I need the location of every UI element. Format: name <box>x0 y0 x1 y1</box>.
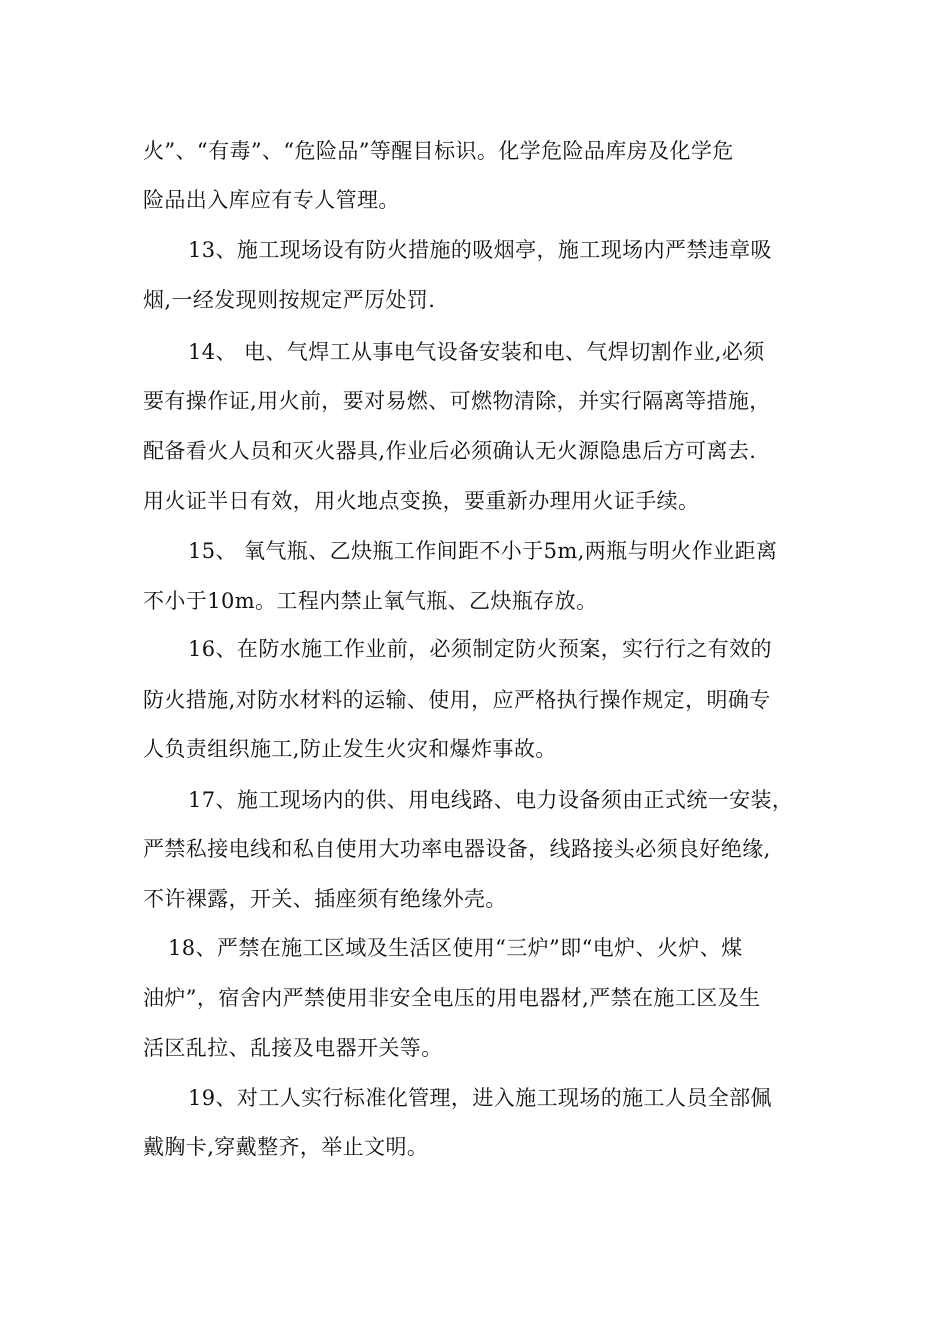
text-line: 要有操作证,用火前，要对易燃、可燃物清除，并实行隔离等措施， <box>143 389 771 413</box>
text-line: 严禁私接电线和私自使用大功率电器设备，线路接头必须良好绝缘, <box>143 837 771 861</box>
paragraph-18-line: 18、严禁在施工区域及生活区使用“三炉”即“电炉、火炉、煤 <box>168 936 743 960</box>
text-line: 活区乱拉、乱接及电器开关等。 <box>143 1036 443 1060</box>
text-line: 配备看火人员和灭火器具,作业后必须确认无火源隐患后方可离去. <box>143 439 757 463</box>
text-line: 人负责组织施工,防止发生火灾和爆炸事故。 <box>143 737 557 761</box>
paragraph-17-line: 17、施工现场内的供、用电线路、电力设备须由正式统一安装， <box>188 788 794 812</box>
text-line: 戴胸卡,穿戴整齐，举止文明。 <box>143 1135 429 1159</box>
text-line: 用火证半日有效，用火地点变换，要重新办理用火证手续。 <box>143 489 700 513</box>
text-line: 防火措施,对防水材料的运输、使用，应严格执行操作规定，明确专 <box>143 688 771 712</box>
text-line: 火”、“有毒”、“危险品”等醒目标识。化学危险品库房及化学危 <box>143 139 734 163</box>
paragraph-16-line: 16、在防水施工作业前，必须制定防火预案，实行行之有效的 <box>188 637 772 661</box>
text-line: 不许裸露，开关、插座须有绝缘外壳。 <box>143 887 507 911</box>
paragraph-19-line: 19、对工人实行标准化管理，进入施工现场的施工人员全部佩 <box>188 1086 772 1110</box>
text-line: 烟,一经发现则按规定严厉处罚. <box>143 288 436 312</box>
text-line: 不小于10m。工程内禁止氧气瓶、乙炔瓶存放。 <box>143 589 598 613</box>
paragraph-15-line: 15、 氧气瓶、乙炔瓶工作间距不小于5m,两瓶与明火作业距离 <box>188 539 778 563</box>
text-line: 油炉”，宿舍内严禁使用非安全电压的用电器材,严禁在施工区及生 <box>143 986 761 1010</box>
paragraph-13-line: 13、施工现场设有防火措施的吸烟亭，施工现场内严禁违章吸 <box>188 238 772 262</box>
text-line: 险品出入库应有专人管理。 <box>143 188 400 212</box>
paragraph-14-line: 14、 电、气焊工从事电气设备安装和电、气焊切割作业,必须 <box>188 340 765 364</box>
